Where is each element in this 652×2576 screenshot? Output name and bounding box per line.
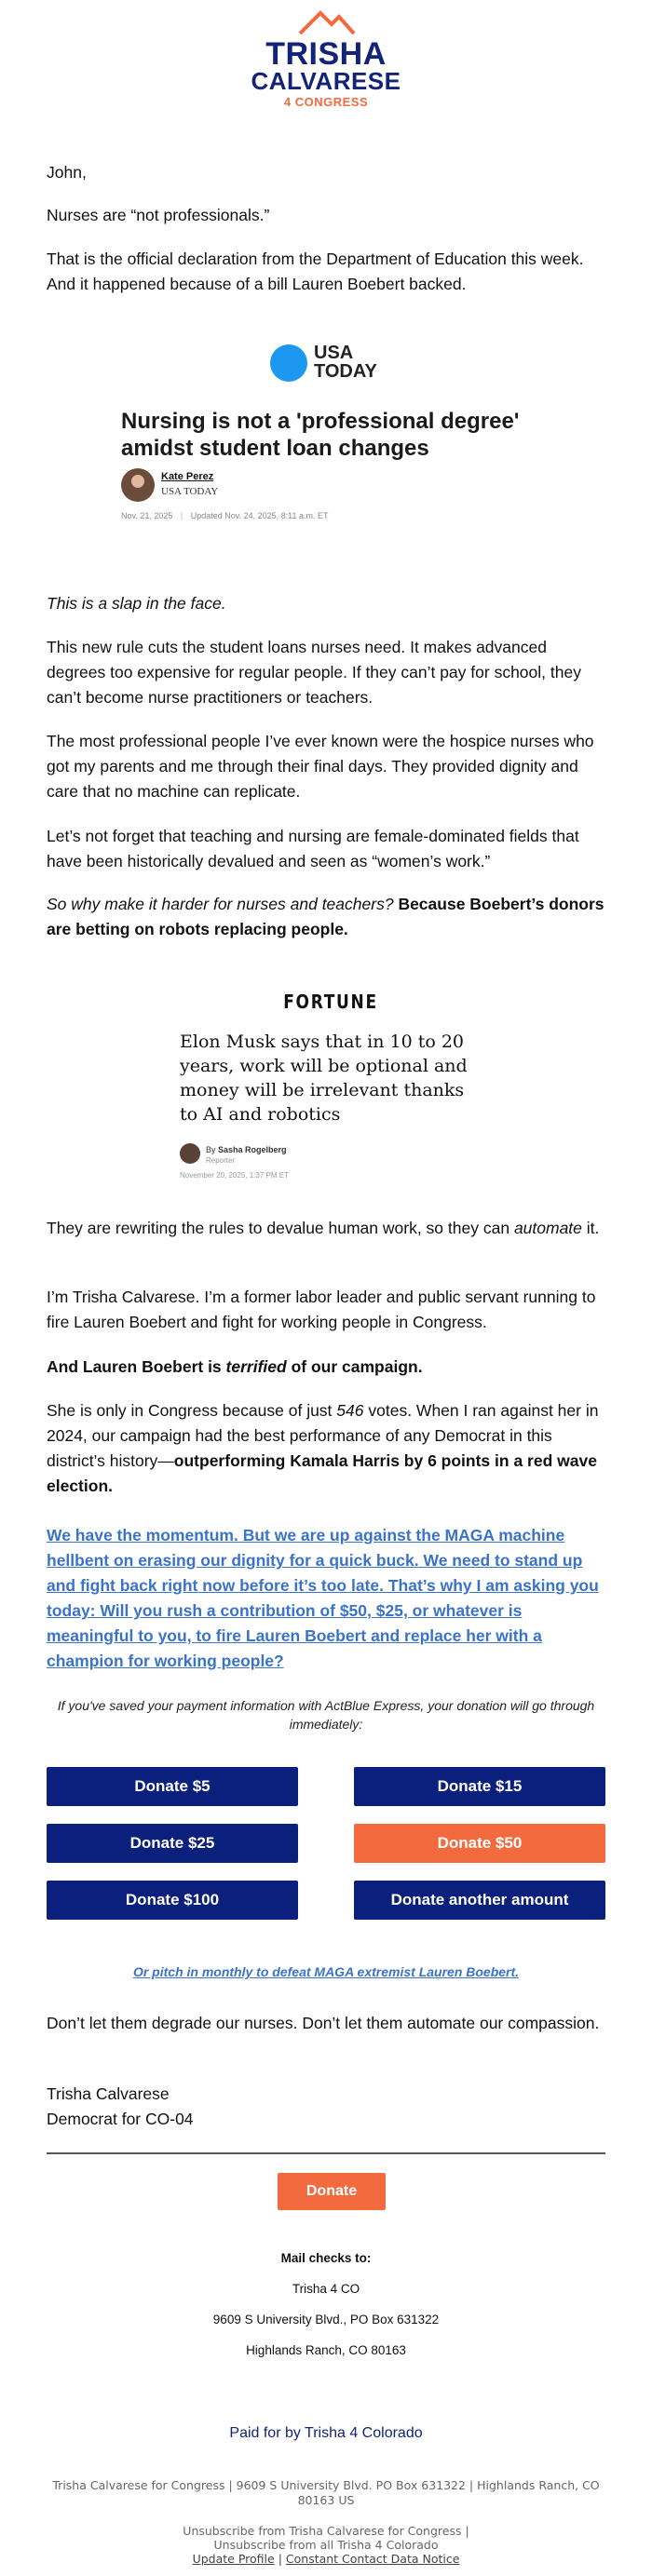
terrified-text-a: And Lauren Boebert is	[47, 1357, 222, 1376]
usa-today-dateline: Nov. 21, 2025 | Updated Nov. 24, 2025, 8:11 a.m. ET	[121, 511, 329, 520]
logo-line-2: CALVARESE	[251, 67, 401, 95]
fortune-logo: FORTUNE	[283, 991, 378, 1013]
votes-italic: 546	[336, 1401, 364, 1420]
greeting: John,	[47, 163, 87, 182]
paragraph-nurses: Nurses are “not professionals.”	[47, 206, 270, 224]
fortune-author-avatar	[180, 1143, 200, 1164]
paragraph-slap: This is a slap in the face.	[47, 594, 226, 613]
usa-today-author: Kate Perez	[161, 471, 214, 482]
paragraph-declaration: That is the official declaration from the Department of Education this week. And it happened because of a bill Lauren Boebert backed.	[47, 250, 584, 293]
usa-today-article-image	[116, 330, 559, 531]
paragraph-womens-work: Let’s not forget that teaching and nursing are female-dominated fields that have been historically devalued and seen as “women’s work.”	[47, 827, 579, 870]
rewriting-text-b: it.	[586, 1219, 600, 1237]
logo-tagline	[242, 95, 410, 109]
unsubscribe-campaign-link[interactable]: Unsubscribe from Trisha Calvarese for Congress |	[183, 2524, 469, 2538]
unsubscribe-all-link[interactable]: Unsubscribe from all Trisha 4 Colorado	[213, 2538, 439, 2552]
paragraph-hospice: The most professional people I’ve ever known were the hospice nurses who got my parents and me through their final days. They provided dignity and care that no machine can replicate.	[47, 732, 594, 801]
donation-ask-link[interactable]: We have the momentum. But we are up against the MAGA machine hellbent on erasing our dignity for a quick buck. We need to stand up and fight back right now before it’s too late. That’s why I am asking you today: Will you rush a contribution of $50, $25, or whatever is meaningful to you, to fire Lauren Boebert and replace her with a champion for working people?	[47, 1526, 599, 1670]
paragraph-rewriting	[47, 1216, 605, 1241]
signature-name: Trisha Calvarese	[47, 2084, 170, 2103]
terrified-italic: terrified	[225, 1357, 287, 1376]
update-profile-link[interactable]: Update Profile	[192, 2552, 275, 2566]
rewriting-text-a: They are rewriting the rules to devalue human work, so they can	[47, 1219, 510, 1237]
paragraph-loans: This new rule cuts the student loans nurses need. It makes advanced degrees too expensive for regular people. If they can’t pay for school, they can’t become nurse practitioners or teachers.	[47, 638, 581, 707]
mountain-icon	[242, 7, 410, 35]
paragraph-terrified	[47, 1355, 605, 1380]
mail-checks-heading: Mail checks to:	[280, 2251, 372, 2265]
fortune-by: By	[206, 1145, 216, 1154]
actblue-note: If you've saved your payment information with ActBlue Express, your donation will go through immediately:	[57, 1698, 595, 1732]
donate-5-button[interactable]: Donate $5	[47, 1767, 298, 1806]
paragraph-closing: Don’t let them degrade our nurses. Don’t let them automate our compassion.	[47, 2014, 600, 2032]
fortune-headline: Elon Musk says that in 10 to 20 years, work will be optional and money will be irrelevant thanks to AI and robotics	[180, 1032, 468, 1125]
fortune-byline	[206, 1145, 287, 1154]
usa-today-circle-icon	[270, 344, 307, 382]
robots-question: So why make it harder for nurses and teachers?	[47, 895, 394, 913]
monthly-donation-link[interactable]: Or pitch in monthly to defeat MAGA extremist Lauren Boebert.	[132, 1964, 520, 1979]
usa-today-brand-1: USA	[314, 343, 354, 363]
rewriting-italic: automate	[513, 1219, 582, 1237]
mail-line-1: Trisha 4 CO	[292, 2282, 360, 2296]
donate-50-button[interactable]: Donate $50	[354, 1824, 605, 1863]
donate-25-button[interactable]: Donate $25	[47, 1824, 298, 1863]
mail-line-3: Highlands Ranch, CO 80163	[246, 2343, 406, 2357]
author-avatar	[121, 468, 155, 502]
usa-today-headline: Nursing is not a 'professional degree' amidst student loan changes	[121, 409, 520, 461]
footer-donate-button[interactable]: Donate	[278, 2173, 386, 2210]
fortune-author: Sasha Rogelberg	[218, 1145, 287, 1154]
mail-line-2: 9609 S University Blvd., PO Box 631322	[212, 2313, 440, 2326]
donate-100-button[interactable]: Donate $100	[47, 1881, 298, 1920]
fortune-article-image	[172, 985, 489, 1185]
votes-text-a: She is only in Congress because of just	[47, 1401, 333, 1420]
campaign-logo	[242, 7, 410, 110]
constant-contact-notice-link[interactable]: Constant Contact Data Notice	[285, 2552, 460, 2566]
votes-text-b: votes. When I ran against her in 2024, our campaign had the best performance of any Democrat in this district’s history—	[47, 1401, 599, 1470]
usa-today-logo	[270, 342, 410, 384]
paragraph-intro-trisha: I’m Trisha Calvarese. I’m a former labor leader and public servant running to fire Lauren Boebert and fight for working people in Congress.	[47, 1288, 596, 1331]
fortune-date: November 20, 2025, 1:37 PM ET	[180, 1171, 289, 1180]
donate-15-button[interactable]: Donate $15	[354, 1767, 605, 1806]
paragraph-robots	[47, 892, 605, 942]
signature-title: Democrat for CO-04	[47, 2110, 194, 2128]
fortune-role: Reporter	[206, 1156, 236, 1165]
usa-today-date: Nov. 21, 2025	[121, 511, 173, 520]
paragraph-546-votes	[47, 1398, 605, 1499]
logo-line-1: TRISHA	[265, 36, 387, 72]
logo-tag-word: CONGRESS	[294, 95, 369, 109]
footer-divider	[47, 2152, 605, 2154]
usa-today-brand-2: TODAY	[314, 361, 377, 382]
paid-for-disclaimer: Paid for by Trisha 4 Colorado	[229, 2425, 423, 2441]
votes-bold: outperforming Kamala Harris by 6 points in a red wave election.	[47, 1451, 597, 1495]
footer-separator: |	[278, 2552, 282, 2566]
usa-today-outlet: USA TODAY	[161, 486, 219, 497]
usa-today-updated: Updated Nov. 24, 2025, 8:11 a.m. ET	[190, 511, 329, 520]
logo-tag-number: 4	[283, 95, 292, 109]
robots-answer: Because Boebert’s donors are betting on robots replacing people.	[47, 895, 604, 938]
footer-links-row	[51, 2553, 601, 2566]
donate-other-amount-button[interactable]: Donate another amount	[354, 1881, 605, 1920]
terrified-text-b: of our campaign.	[291, 1357, 423, 1376]
footer-address: Trisha Calvarese for Congress | 9609 S University Blvd. PO Box 631322 | Highlands Ranch, CO 80163 US	[52, 2478, 600, 2507]
